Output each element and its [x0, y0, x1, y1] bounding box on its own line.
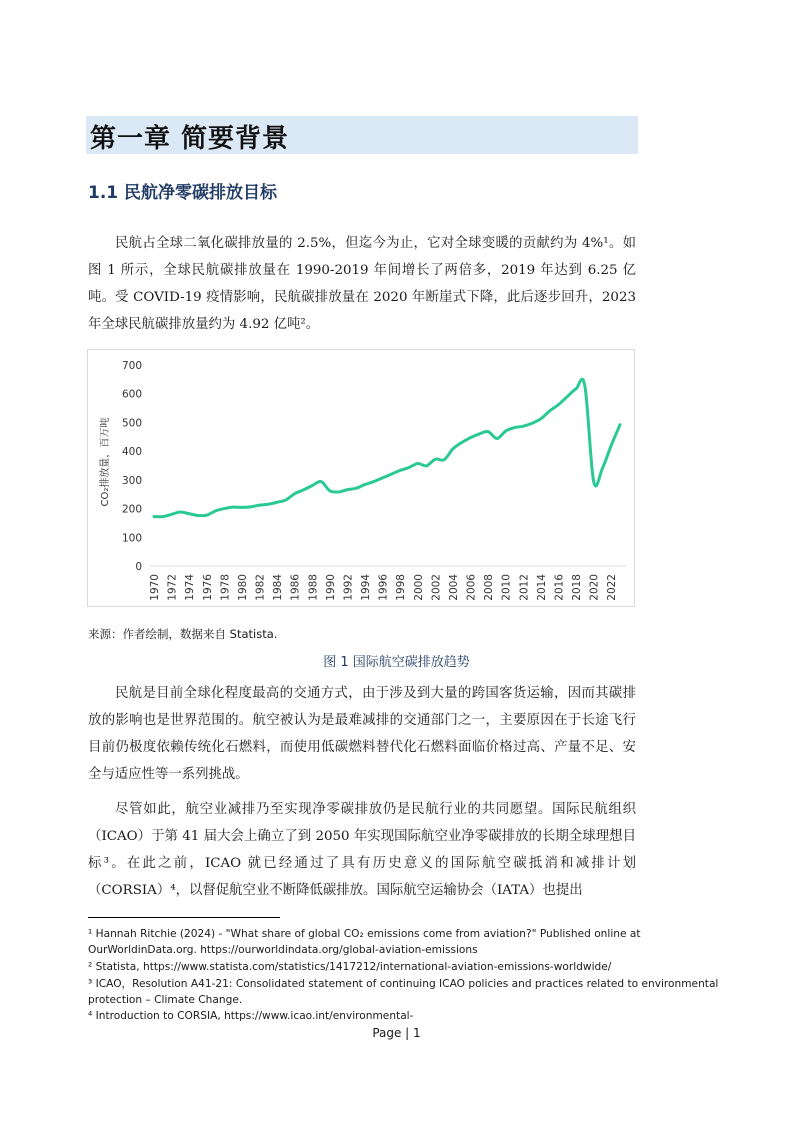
- x-tick-label: 1978: [219, 574, 232, 601]
- x-tick-label: 2012: [518, 574, 531, 601]
- page-number: Page | 1: [372, 1026, 421, 1040]
- x-tick-label: 1970: [149, 574, 161, 601]
- y-tick-label: 700: [121, 360, 142, 372]
- x-tick-label: 1976: [201, 574, 214, 601]
- paragraph-2: 民航是目前全球化程度最高的交通方式，由于涉及到大量的跨国客货运输，因而其碳排放的影响也是世界范围的。航空被认为是最难减排的交通部门之一，主要原因在于长途飞行目前仍极度依赖传统化石燃料，而使用低碳燃料替代化石燃料面临价格过高、产量不足、安全与适应性等一系列挑战。: [88, 686, 636, 782]
- x-tick-label: 1998: [395, 574, 408, 601]
- footnote-1: ¹ Hannah Ritchie (2024) - "What share of global CO₂ emissions come from aviation?" Published online at OurWorldinData.org. https://ourworldindata.org/global-aviation-emissions: [88, 928, 641, 956]
- x-tick-label: 1980: [236, 574, 249, 601]
- x-tick-label: 2004: [447, 574, 460, 601]
- x-tick-label: 2020: [588, 574, 601, 601]
- x-tick-label: 2010: [500, 574, 513, 601]
- y-tick-label: 0: [135, 561, 142, 573]
- chapter-heading: [86, 116, 638, 154]
- x-tick-label: 2014: [535, 574, 548, 601]
- y-tick-label: 100: [121, 532, 142, 545]
- chart-svg: [88, 350, 634, 606]
- y-tick-label: 400: [121, 446, 142, 459]
- footnote-3: ³ ICAO，Resolution A41-21: Consolidated statement of continuing ICAO policies and practices related to environmental protection – Climate Change.: [88, 978, 719, 1006]
- x-tick-label: 2008: [483, 574, 496, 601]
- x-tick-label: 2022: [606, 574, 619, 601]
- x-tick-label: 2006: [465, 574, 478, 601]
- source-note: 来源：作者绘制，数据来自 Statista.: [88, 627, 278, 641]
- y-tick-label: 300: [121, 474, 142, 487]
- paragraph-3: 尽管如此，航空业减排乃至实现净零碳排放仍是民航行业的共同愿望。国际民航组织（ICAO）于第 41 届大会上确立了到 2050 年实现国际航空业净零碳排放的长期全球理想目标³。在此之前，ICAO 就已经通过了具有历史意义的国际航空碳抵消和减排计划（CORSIA）⁴，以督促航空业不断降低碳排放。国际航空运输协会（IATA）也提出: [88, 802, 636, 898]
- y-tick-label: 600: [121, 388, 142, 401]
- series-line: [154, 379, 620, 517]
- y-tick-label: 500: [121, 417, 142, 430]
- chapter-title: 第一章 简要背景: [90, 124, 290, 154]
- x-tick-label: 1982: [254, 574, 267, 601]
- y-axis-label: CO₂排放量，百万吨: [100, 417, 111, 507]
- x-tick-label: 1974: [184, 574, 197, 601]
- footnote-2: ² Statista, https://www.statista.com/statistics/1417212/international-aviation-emissions-worldwide/: [88, 961, 612, 973]
- x-tick-label: 1990: [324, 574, 337, 601]
- x-tick-label: 1972: [166, 574, 179, 601]
- footnote-divider: [88, 917, 280, 918]
- emissions-chart: [87, 349, 635, 607]
- y-tick-label: 200: [121, 503, 142, 516]
- x-tick-label: 1992: [342, 574, 355, 601]
- figure-caption: 图 1 国际航空碳排放趋势: [323, 655, 470, 670]
- section-title: 1.1 民航净零碳排放目标: [88, 183, 278, 203]
- x-tick-label: 1986: [289, 574, 302, 601]
- x-tick-label: 1994: [360, 574, 373, 601]
- footnote-4: ⁴ Introduction to CORSIA, https://www.icao.int/environmental-: [88, 1010, 414, 1022]
- x-tick-label: 2002: [430, 574, 443, 601]
- y-axis: [122, 360, 142, 573]
- x-tick-label: 2018: [571, 574, 584, 601]
- x-tick-label: 1988: [307, 574, 320, 601]
- x-axis: [149, 574, 618, 601]
- x-tick-label: 1984: [272, 574, 285, 601]
- paragraph-1: 民航占全球二氧化碳排放量的 2.5%，但迄今为止，它对全球变暖的贡献约为 4%¹。如图 1 所示，全球民航碳排放量在 1990-2019 年间增长了两倍多，2019 年达到 6.25 亿吨。受 COVID-19 疫情影响，民航碳排放量在 2020 年断崖式下降，此后逐步回升，2023 年全球民航碳排放量约为 4.92 亿吨²。: [88, 236, 636, 332]
- x-tick-label: 2016: [553, 574, 566, 601]
- x-tick-label: 1996: [377, 574, 390, 601]
- x-tick-label: 2000: [412, 574, 425, 601]
